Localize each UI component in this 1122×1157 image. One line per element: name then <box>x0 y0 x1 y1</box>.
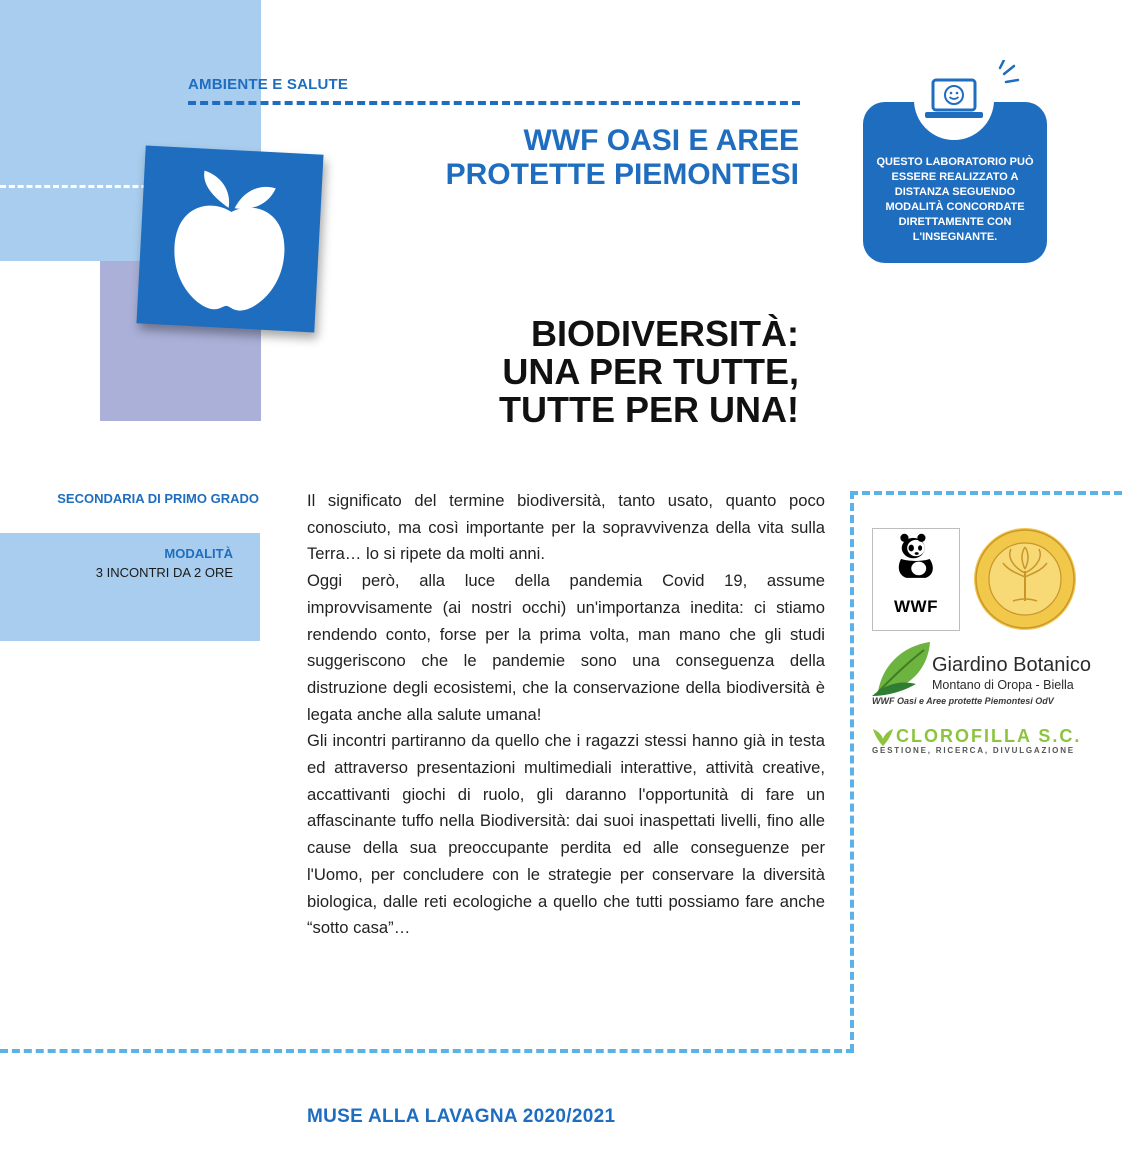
organization-title-line2: PROTETTE PIEMONTESI <box>445 158 799 191</box>
bgci-accredited-seal-icon <box>973 527 1077 631</box>
logos-frame-top-border <box>850 491 1122 495</box>
clorofilla-logo-subtitle: GESTIONE, RICERCA, DIVULGAZIONE <box>872 746 1075 755</box>
leaf-logo-icon <box>872 640 934 698</box>
remote-lab-text: QUESTO LABORATORIO PUÒ ESSERE REALIZZATO A DISTANZA SEGUENDO MODALITÀ CONCORDATE DIRETTAMENTE CON L'INSEGNANTE. <box>876 156 1034 243</box>
garden-logo-organization: WWF Oasi e Aree protette Piemontesi OdV <box>872 696 1054 706</box>
category-label: AMBIENTE E SALUTE <box>188 76 349 93</box>
description-paragraph-1: Il significato del termine biodiversità, tanto usato, quanto poco conosciuto, ma così importante per la sopravvivenza della vita sulla Terra… lo si ripete da molti anni. <box>307 491 825 564</box>
school-grade-label: SECONDARIA DI PRIMO GRADO <box>57 491 259 506</box>
wwf-logo-text: WWF <box>894 597 938 616</box>
main-title-line2: UNA PER TUTTE, <box>502 351 799 392</box>
clorofilla-leaf-icon <box>872 727 894 747</box>
description-paragraph-2: Oggi però, alla luce della pandemia Covid 19, assume improvvisamente (ai nostri occhi) un'importanza inedita: ci stiamo rendendo conto, forse per la prima volta, man mano che gli studi suggeriscono che le pandemie sono una conseguenza della distruzione degli ecosistemi, che la conservazione della biodiversità è legata anche alla salute umana! <box>307 571 825 724</box>
footer-title: MUSE ALLA LAVAGNA 2020/2021 <box>307 1106 616 1127</box>
mode-label: MODALITÀ <box>164 546 233 561</box>
main-title-line1: BIODIVERSITÀ: <box>530 313 799 354</box>
laptop-smiley-icon <box>900 60 1030 140</box>
organization-title <box>299 124 799 192</box>
mode-value: 3 INCONTRI DA 2 ORE <box>95 565 233 580</box>
main-title <box>279 315 799 429</box>
decor-white-dashed-line <box>0 185 165 188</box>
apple-icon-tile <box>136 145 323 332</box>
garden-logo-title: Giardino Botanico <box>932 654 1091 676</box>
organization-title-line1: WWF OASI E AREE <box>523 124 799 157</box>
description-paragraph-3: Gli incontri partiranno da quello che i ragazzi stessi hanno già in testa ed attraverso presentazioni multimediali interattive, attività creative, accattivanti giochi di ruolo, gli daranno l'opportunità di fare un affascinante tuffo nella Biodiversità: dai suoi inaspettati livelli, fino alle cause della sua preoccupante perdita ed alle conseguenze per l'Uomo, per concludere con le strategie per conservare la diversità biologica, dalle reti ecologiche a quello che tutti possiamo fare anche “sotto casa”… <box>307 731 825 938</box>
apple-icon <box>136 145 323 332</box>
content-frame-bottom-border <box>0 1049 854 1053</box>
description-text <box>307 488 825 942</box>
main-title-line3: TUTTE PER UNA! <box>499 389 799 430</box>
panda-icon <box>873 529 959 599</box>
header-dashed-divider <box>188 101 800 105</box>
garden-logo-subtitle: Montano di Oropa - Biella <box>932 678 1074 692</box>
clorofilla-logo-title: CLOROFILLA S.C. <box>896 726 1082 746</box>
logos-frame-side-border <box>850 491 854 1052</box>
